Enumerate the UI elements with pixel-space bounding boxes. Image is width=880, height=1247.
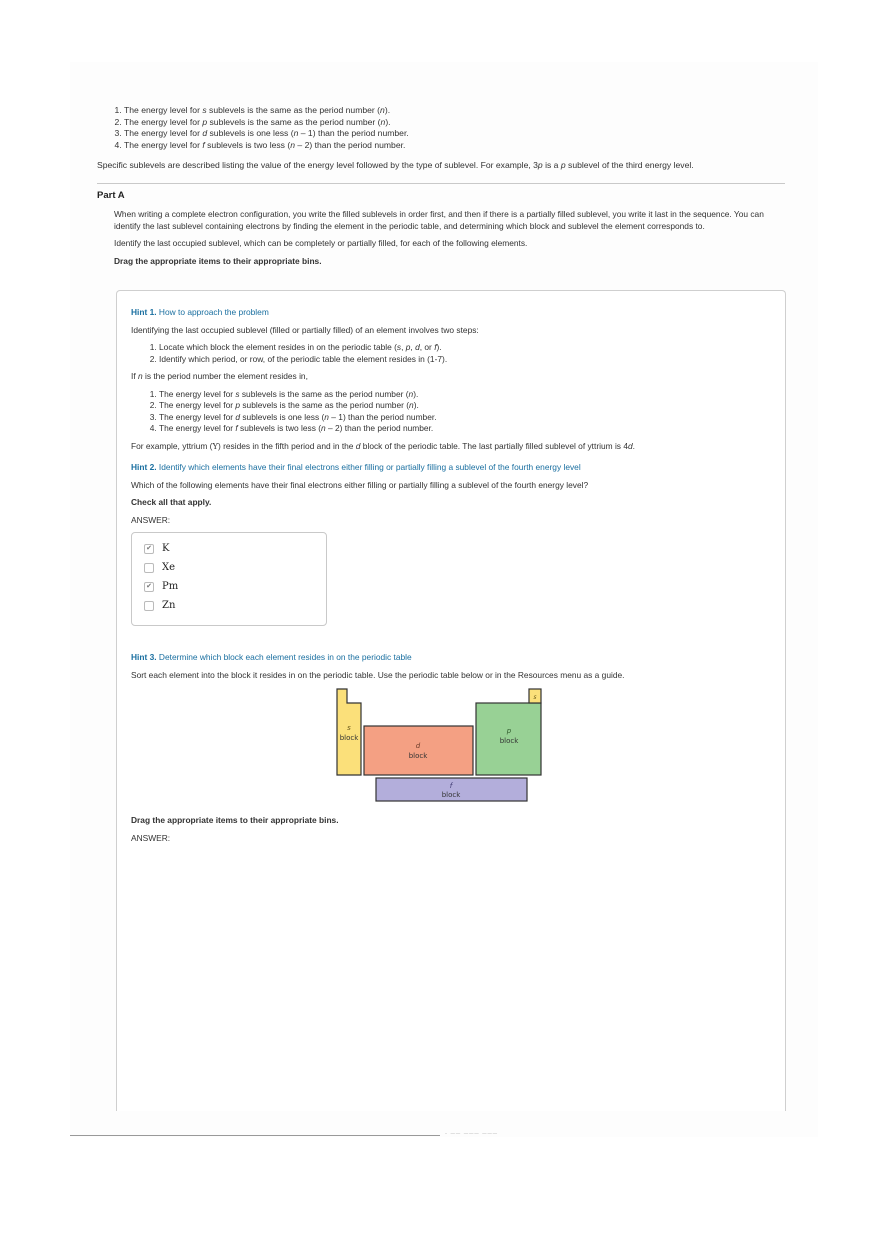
section-divider (97, 183, 785, 184)
choice-pm[interactable]: ✔ Pm (144, 581, 178, 593)
hint-1-title[interactable]: How to approach the problem (158, 307, 269, 317)
choice-k[interactable]: ✔ K (144, 543, 169, 555)
footer-artifact: - ── ─── ─── (445, 1131, 499, 1137)
hint-1-rule-3: 3. The energy level for d sublevels is one less (n – 1) than the period number. (159, 412, 771, 424)
part-a-body (114, 209, 774, 273)
hint-2-check-all: Check all that apply. (131, 497, 212, 507)
sublevel-notation-text: Specific sublevels are described listing the value of the energy level followed by the type of sublevel. For example, 3p is a p sublevel of the third energy level. (97, 160, 694, 170)
hint-1-step-2: 2. Identify which period, or row, of the periodic table the element resides in (1-7). (159, 354, 771, 366)
p-block-letter: p (506, 727, 512, 735)
f-block-letter: f (449, 782, 453, 790)
hint-1-rule-1: 1. The energy level for s sublevels is the same as the period number (n). (159, 389, 771, 401)
hint-1-steps (131, 342, 771, 365)
choice-xe[interactable]: Xe (144, 562, 175, 574)
part-a-paragraph-1: When writing a complete electron configuration, you write the filled sublevels in order first, and then if there is a partially filled sublevel, you write it last in the sequence. You can identify the last sublevel containing electrons by finding the element in the periodic table, and determining which block and sublevel the element corresponds to. (114, 209, 764, 231)
intro-rule-3: 3. The energy level for d sublevels is one less (n – 1) than the period number. (124, 128, 409, 140)
hint-1-rule-2: 2. The energy level for p sublevels is the same as the period number (n). (159, 400, 771, 412)
hint-1-example: For example, yttrium (Y) resides in the fifth period and in the d block of the periodic table. The last partially filled sublevel of yttrium is 4d. (131, 440, 635, 451)
hint-2-title[interactable]: Identify which elements have their final electrons either filling or partially filling a sublevel of the fourth energy level (158, 462, 581, 472)
checkbox-checked-icon[interactable]: ✔ (144, 544, 154, 554)
hint-3-instruction: Drag the appropriate items to their appropriate bins. (131, 815, 339, 825)
part-a-paragraph-2: Identify the last occupied sublevel, which can be completely or partially filled, for each of the following elements. (114, 238, 528, 248)
hint-2-answer-label: ANSWER: (131, 514, 171, 525)
checkbox-checked-icon[interactable]: ✔ (144, 582, 154, 592)
hints-panel (116, 290, 786, 1111)
hint-1-toggle[interactable]: Hint 1. How to approach the problem (131, 307, 269, 317)
footer-divider (70, 1135, 440, 1136)
s-block-shape (337, 689, 361, 775)
intro-rule-2: 2. The energy level for p sublevels is the same as the period number (n). (124, 117, 409, 129)
p-block-word: block (499, 737, 519, 745)
s-block-letter: s (347, 724, 351, 732)
checkbox-empty-icon[interactable] (144, 563, 154, 573)
helium-s-letter: s (533, 694, 537, 701)
part-a-instruction: Drag the appropriate items to their appropriate bins. (114, 255, 322, 266)
hint-1-rule-4: 4. The energy level for f sublevels is two less (n – 2) than the period number. (159, 423, 771, 435)
hint-3-toggle[interactable]: Hint 3. Determine which block each element resides in on the periodic table (131, 652, 412, 662)
checkbox-empty-icon[interactable] (144, 601, 154, 611)
hint-3-text: Sort each element into the block it resides in on the periodic table. Use the periodic table below or in the Resources menu as a guide. (131, 669, 625, 680)
hint-1-period-text: If n is the period number the element resides in, (131, 371, 308, 381)
d-block-letter: d (415, 742, 421, 750)
d-block-shape (364, 726, 473, 775)
hint-2-answer-box (131, 532, 327, 626)
hint-1-rules (131, 389, 771, 435)
periodic-table-blocks-svg (335, 687, 545, 805)
s-block-word: block (339, 734, 359, 742)
d-block-word: block (408, 752, 428, 760)
hint-3-answer-label: ANSWER: (131, 832, 171, 843)
hint-2-question: Which of the following elements have their final electrons either filling or partially filling a sublevel of the fourth energy level? (131, 479, 589, 490)
part-a-title: Part A (97, 190, 125, 201)
intro-rule-4: 4. The energy level for f sublevels is two less (n – 2) than the period number. (124, 140, 409, 152)
f-block-word: block (441, 791, 461, 799)
intro-rules-list (114, 105, 409, 151)
hint-3-title[interactable]: Determine which block each element resides in on the periodic table (158, 652, 412, 662)
intro-rule-1: 1. The energy level for s sublevels is the same as the period number (n). (124, 105, 409, 117)
choice-zn[interactable]: Zn (144, 600, 175, 612)
hint-1-intro: Identifying the last occupied sublevel (filled or partially filled) of an element involves two steps: (131, 324, 479, 335)
periodic-table-diagram (131, 687, 771, 807)
hint-1-step-1: 1. Locate which block the element resides in on the periodic table (s, p, d, or f). (159, 342, 771, 354)
hint-2-toggle[interactable]: Hint 2. Identify which elements have their final electrons either filling or partially filling a sublevel of the fourth energy level (131, 462, 581, 472)
